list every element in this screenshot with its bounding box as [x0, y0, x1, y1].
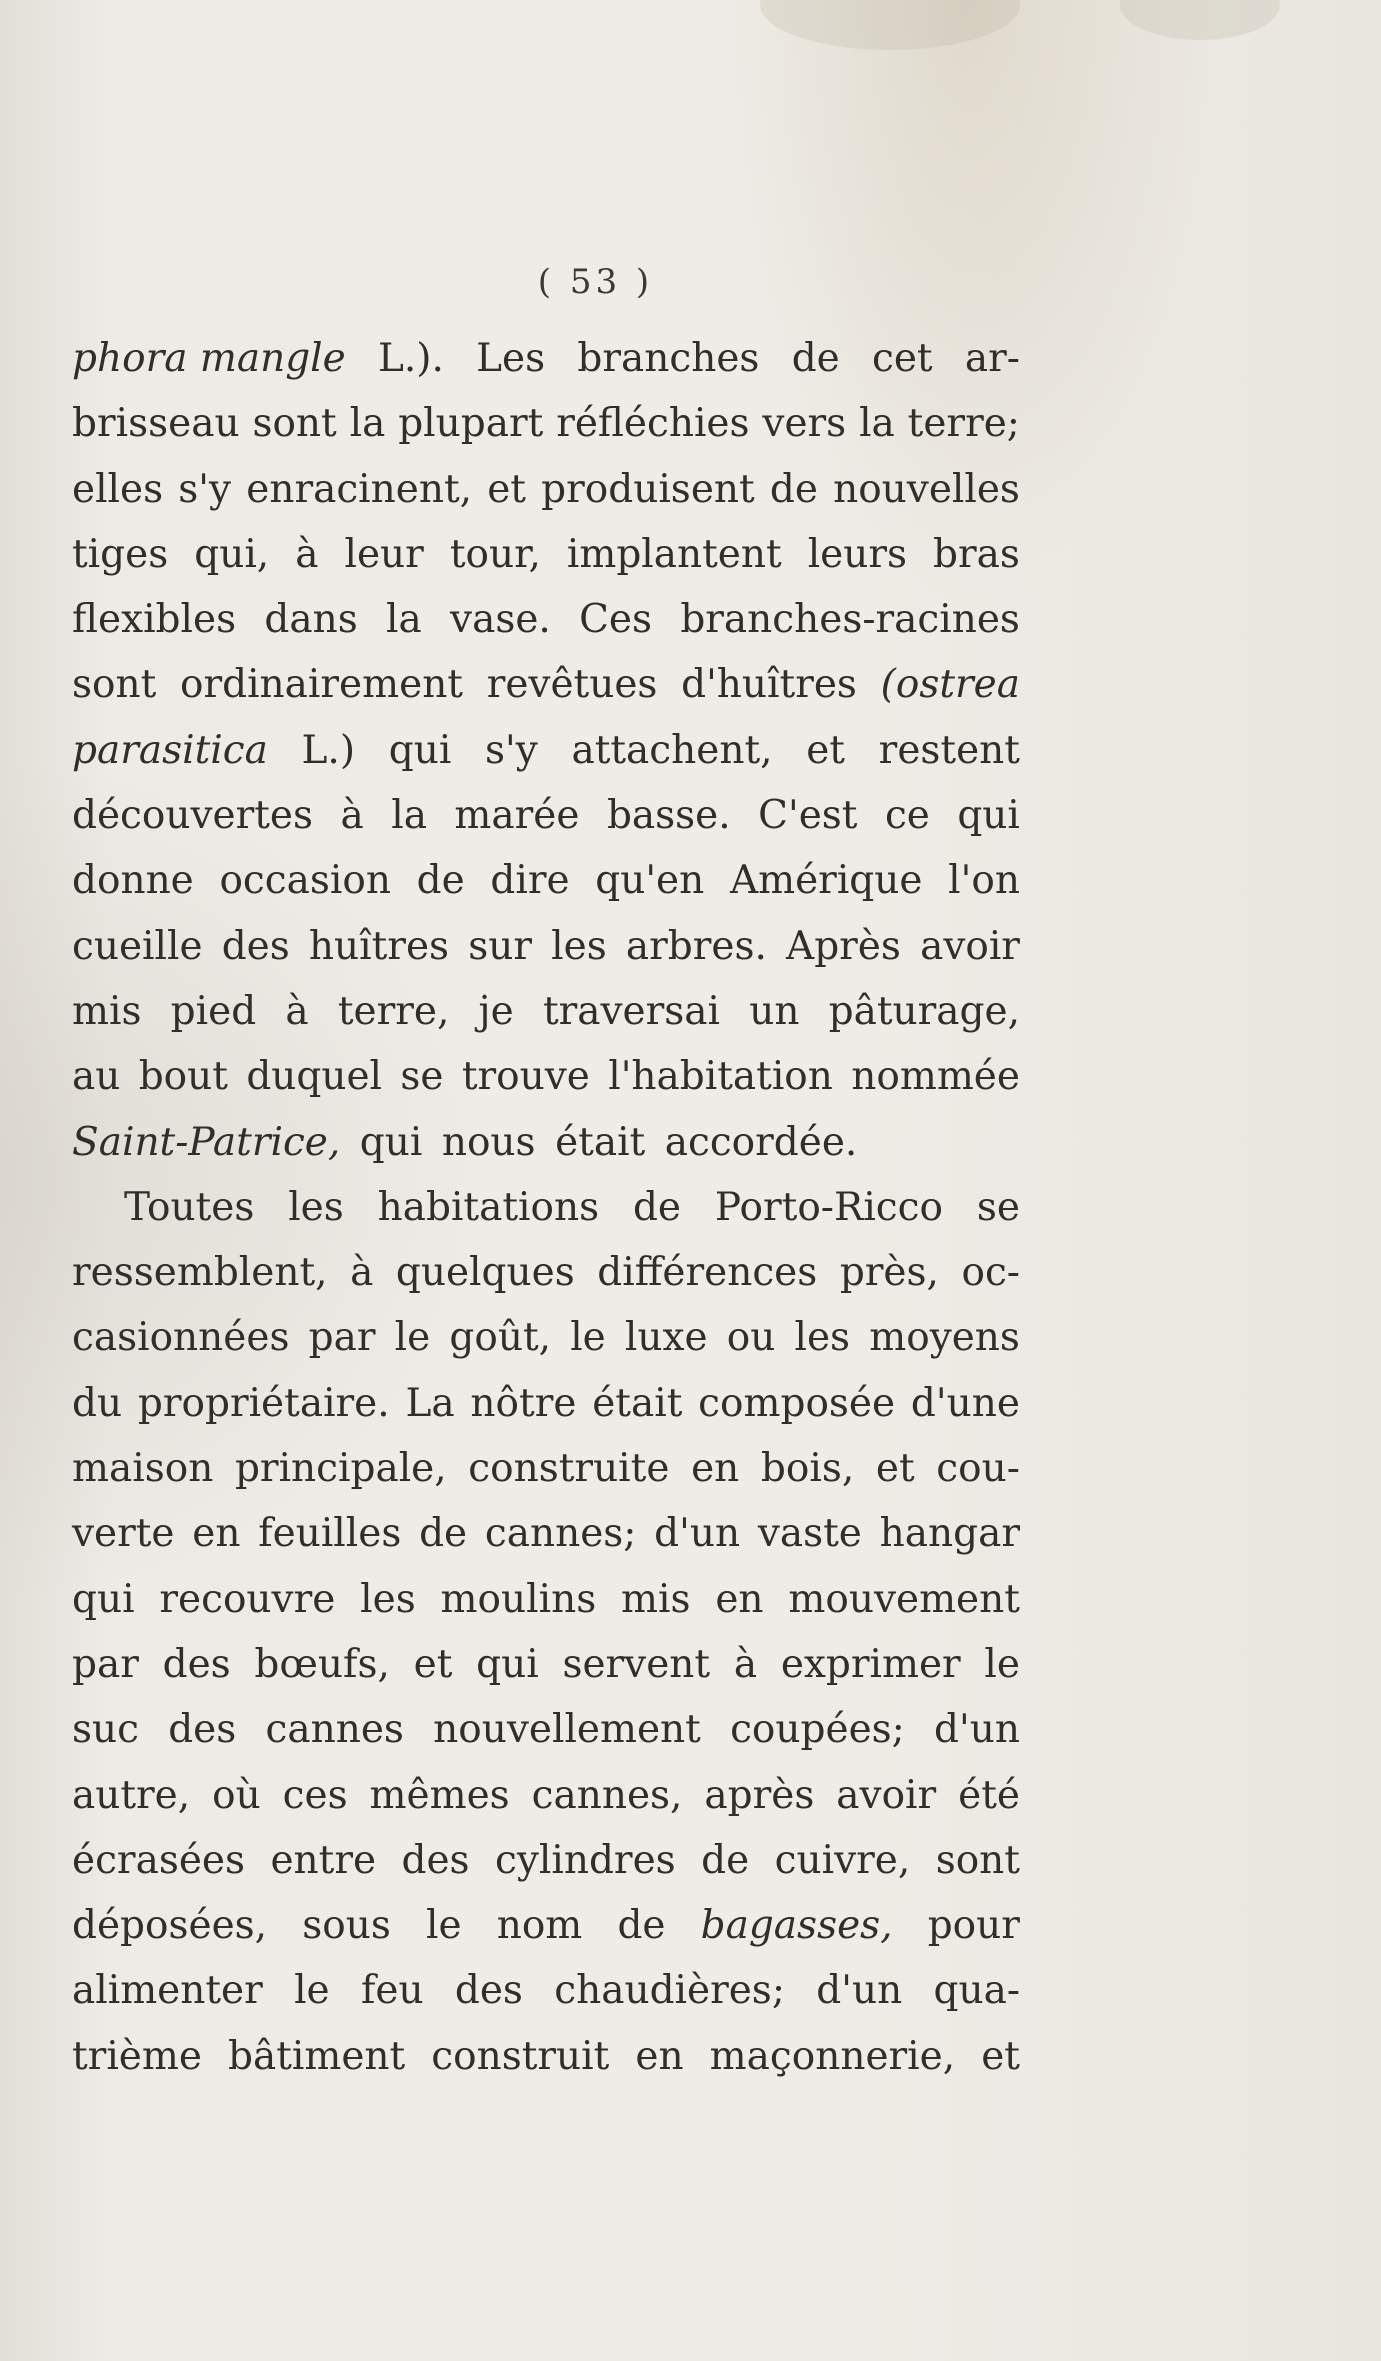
word: qui	[476, 1641, 539, 1687]
word: feuilles	[258, 1511, 402, 1557]
text-line	[72, 1240, 1020, 1305]
word: écrasées	[72, 1837, 246, 1883]
word: suc	[72, 1707, 139, 1753]
word: un	[749, 988, 800, 1034]
word: où	[212, 1772, 261, 1818]
word: enracinent,	[246, 466, 473, 512]
word: hangar	[879, 1511, 1020, 1557]
word: d'un	[934, 1707, 1020, 1753]
page-number: ( 53 )	[537, 262, 654, 302]
word: et	[413, 1641, 453, 1687]
word: à	[340, 793, 364, 839]
word: avoir	[920, 923, 1020, 969]
word: la	[349, 401, 386, 447]
word: se	[976, 1184, 1020, 1230]
word: à	[295, 531, 319, 577]
word: quelques	[395, 1250, 575, 1296]
word: Les	[476, 336, 546, 381]
word: dire	[490, 858, 570, 904]
text-line	[72, 1697, 1020, 1762]
word: les	[794, 1315, 851, 1361]
word: huîtres	[308, 923, 450, 969]
word: construit	[431, 2033, 610, 2079]
word: déposées,	[72, 1903, 268, 1949]
text-line	[72, 1501, 1020, 1566]
text-line	[72, 979, 1020, 1044]
word: trouve	[461, 1054, 590, 1100]
word: Amérique	[729, 858, 923, 904]
word: et	[875, 1446, 915, 1492]
word: de	[701, 1837, 750, 1883]
text-line	[72, 1044, 1020, 1109]
text-line	[72, 587, 1020, 652]
word: qui	[359, 1119, 423, 1165]
text-line	[72, 1436, 1020, 1501]
word: du	[72, 1380, 123, 1426]
text-line	[72, 1567, 1020, 1632]
word: des	[221, 923, 290, 969]
word: elles	[72, 466, 164, 512]
word: goût,	[449, 1315, 552, 1361]
word: en	[691, 1446, 740, 1492]
word: casionnées	[72, 1315, 290, 1361]
word: feu	[360, 1968, 424, 2014]
word: ordinairement	[180, 662, 463, 708]
word: et	[806, 727, 845, 773]
word: qui	[957, 793, 1020, 839]
word: principale,	[234, 1446, 447, 1492]
text-line	[72, 1958, 1020, 2023]
word: accordée.	[664, 1119, 858, 1165]
word: en	[635, 2033, 684, 2079]
word: le	[426, 1903, 462, 1949]
word: ces	[282, 1772, 348, 1818]
word: La	[405, 1380, 455, 1426]
word: pied	[170, 988, 257, 1034]
word: traversai	[542, 988, 720, 1034]
word: entre	[270, 1837, 377, 1883]
word: de	[769, 466, 818, 512]
word: des	[454, 1968, 523, 2014]
word: nom	[496, 1903, 583, 1949]
word: branches-racines	[680, 597, 1020, 643]
word: s'y	[178, 466, 232, 512]
word: moulins	[440, 1576, 597, 1622]
word: nôtre	[470, 1380, 577, 1426]
word: maison	[72, 1446, 214, 1492]
word: été	[958, 1772, 1020, 1818]
word: Après	[786, 923, 901, 969]
body-text	[72, 326, 1020, 2089]
word: ou	[726, 1315, 776, 1361]
word: cueille	[72, 923, 203, 969]
word: attachent,	[571, 727, 773, 773]
word: chaudières;	[554, 1968, 785, 2014]
word: Toutes	[124, 1184, 255, 1230]
text-line	[72, 457, 1020, 522]
word: Ces	[579, 597, 653, 643]
word: d'un	[654, 1511, 741, 1557]
word: autre,	[72, 1772, 191, 1818]
word: restent	[878, 727, 1020, 773]
word: de	[791, 336, 840, 381]
word: à	[733, 1641, 758, 1687]
word: leurs	[807, 531, 908, 577]
word: au	[72, 1054, 121, 1100]
word: nouvellement	[433, 1707, 701, 1753]
word: dans	[264, 597, 358, 643]
text-line	[72, 1632, 1020, 1697]
text-line	[72, 391, 1020, 456]
word: nous	[441, 1119, 536, 1165]
word: le	[984, 1641, 1020, 1687]
word: cannes	[265, 1707, 404, 1753]
word: ar-	[964, 336, 1020, 381]
word: à	[285, 988, 309, 1034]
text-line	[72, 1828, 1020, 1893]
word: d'un	[816, 1968, 903, 2014]
word: flexibles	[72, 597, 237, 643]
word: bâtiment	[228, 2033, 406, 2079]
word: plupart	[398, 401, 544, 447]
word: bois,	[760, 1446, 855, 1492]
word: moyens	[869, 1315, 1020, 1361]
word: la	[386, 597, 422, 643]
text-line	[72, 326, 1020, 391]
word: le	[570, 1315, 606, 1361]
word: l'habitation	[608, 1054, 833, 1100]
word: mouvement	[788, 1576, 1020, 1622]
word: sur	[468, 923, 532, 969]
word: pâturage,	[828, 988, 1020, 1034]
word: mis	[621, 1576, 691, 1622]
word: construite	[468, 1446, 670, 1492]
word: revêtues	[486, 662, 658, 708]
word: qua-	[933, 1968, 1020, 2014]
word: propriétaire.	[137, 1380, 390, 1426]
word: implantent	[566, 531, 782, 577]
word: de	[416, 858, 465, 904]
word: vaste	[757, 1511, 862, 1557]
text-line	[72, 2024, 1020, 2089]
word: qui,	[194, 531, 270, 577]
word: donne	[72, 858, 194, 904]
text-line	[72, 652, 1020, 717]
word: qui	[72, 1576, 135, 1622]
word: d'huîtres	[681, 662, 857, 708]
text-line	[72, 1371, 1020, 1436]
italic-word: parasitica	[72, 727, 268, 773]
word: des	[162, 1641, 231, 1687]
word: vase.	[450, 597, 551, 643]
word: servent	[562, 1641, 711, 1687]
word: sont	[252, 401, 337, 447]
italic-word: bagasses,	[700, 1903, 893, 1949]
word: avoir	[836, 1772, 937, 1818]
text-line	[72, 848, 1020, 913]
word: L.).	[377, 336, 444, 381]
word: cou-	[936, 1446, 1020, 1492]
word: trième	[72, 2033, 202, 2079]
word: les	[360, 1576, 416, 1622]
paper-stain	[1120, 0, 1280, 40]
word: ressemblent,	[72, 1250, 328, 1296]
word: nommée	[851, 1054, 1020, 1100]
word: qu'en	[595, 858, 705, 904]
word: luxe	[624, 1315, 708, 1361]
word: l'on	[948, 858, 1020, 904]
word: habitations	[377, 1184, 600, 1230]
word: branches	[577, 336, 760, 381]
word: réfléchies	[556, 401, 750, 447]
word: et	[487, 466, 526, 512]
word: brisseau	[72, 401, 240, 447]
word: les	[551, 923, 607, 969]
word: différences	[597, 1250, 818, 1296]
word: leur	[344, 531, 424, 577]
text-line	[72, 1110, 1020, 1175]
word: tour,	[449, 531, 541, 577]
word: pour	[927, 1903, 1020, 1949]
paper-stain	[760, 0, 1020, 50]
word: C'est	[758, 793, 858, 839]
word: était	[592, 1380, 683, 1426]
text-line	[72, 718, 1020, 783]
word: alimenter	[72, 1968, 263, 2014]
word: maçonnerie,	[709, 2033, 956, 2079]
word: par	[72, 1641, 139, 1687]
word: la	[391, 793, 427, 839]
word: et	[981, 2033, 1020, 2079]
word: bras	[933, 531, 1020, 577]
word: terre;	[907, 401, 1020, 447]
word: arbres.	[625, 923, 767, 969]
word: composée	[698, 1380, 896, 1426]
text-line	[72, 522, 1020, 587]
text-line	[72, 1175, 1020, 1240]
word: duquel	[246, 1054, 383, 1100]
italic-word: (ostrea	[880, 662, 1020, 708]
italic-word: phora mangle	[72, 336, 346, 381]
word: coupées;	[730, 1707, 905, 1753]
word: se	[400, 1054, 444, 1100]
text-line	[72, 1893, 1020, 1958]
word: qui	[388, 727, 452, 773]
word: le	[294, 1968, 330, 2014]
word: mêmes	[369, 1772, 510, 1818]
text-line	[72, 783, 1020, 848]
word: des	[401, 1837, 470, 1883]
word: je	[478, 988, 514, 1034]
word: ce	[884, 793, 930, 839]
word: bout	[138, 1054, 228, 1100]
text-line	[72, 1305, 1020, 1370]
text-line	[72, 914, 1020, 979]
word: par	[308, 1315, 376, 1361]
word: en	[715, 1576, 764, 1622]
word: sous	[302, 1903, 391, 1949]
word: cannes;	[484, 1511, 637, 1557]
word: cylindres	[495, 1837, 676, 1883]
word: d'une	[910, 1380, 1020, 1426]
word: de	[617, 1903, 666, 1949]
word: bœufs,	[254, 1641, 390, 1687]
word: cannes,	[531, 1772, 683, 1818]
word: tiges	[72, 531, 169, 577]
word: basse.	[606, 793, 731, 839]
word: produisent	[541, 466, 755, 512]
italic-word: Saint-Patrice,	[72, 1119, 341, 1165]
word: était	[555, 1119, 646, 1165]
word: Porto-Ricco	[714, 1184, 943, 1230]
word: à	[350, 1250, 374, 1296]
word: nouvelles	[833, 466, 1020, 512]
word: en	[192, 1511, 241, 1557]
word: marée	[454, 793, 580, 839]
text-line	[72, 1763, 1020, 1828]
word: près,	[839, 1250, 939, 1296]
word: après	[704, 1772, 815, 1818]
word: sont	[72, 662, 157, 708]
word: des	[168, 1707, 237, 1753]
word: L.)	[301, 727, 356, 773]
word: recouvre	[159, 1576, 336, 1622]
word: de	[632, 1184, 682, 1230]
word: s'y	[484, 727, 538, 773]
word: cuivre,	[774, 1837, 911, 1883]
word: oc-	[961, 1250, 1020, 1296]
word: exprimer	[780, 1641, 961, 1687]
word: mis	[72, 988, 142, 1034]
word: les	[288, 1184, 344, 1230]
word: terre,	[337, 988, 450, 1034]
word: la	[859, 401, 895, 447]
word: verte	[72, 1511, 175, 1557]
word: vers	[762, 401, 847, 447]
word: cet	[872, 336, 933, 381]
word: sont	[935, 1837, 1020, 1883]
word: occasion	[219, 858, 391, 904]
word: le	[394, 1315, 431, 1361]
word: découvertes	[72, 793, 314, 839]
word: de	[419, 1511, 468, 1557]
